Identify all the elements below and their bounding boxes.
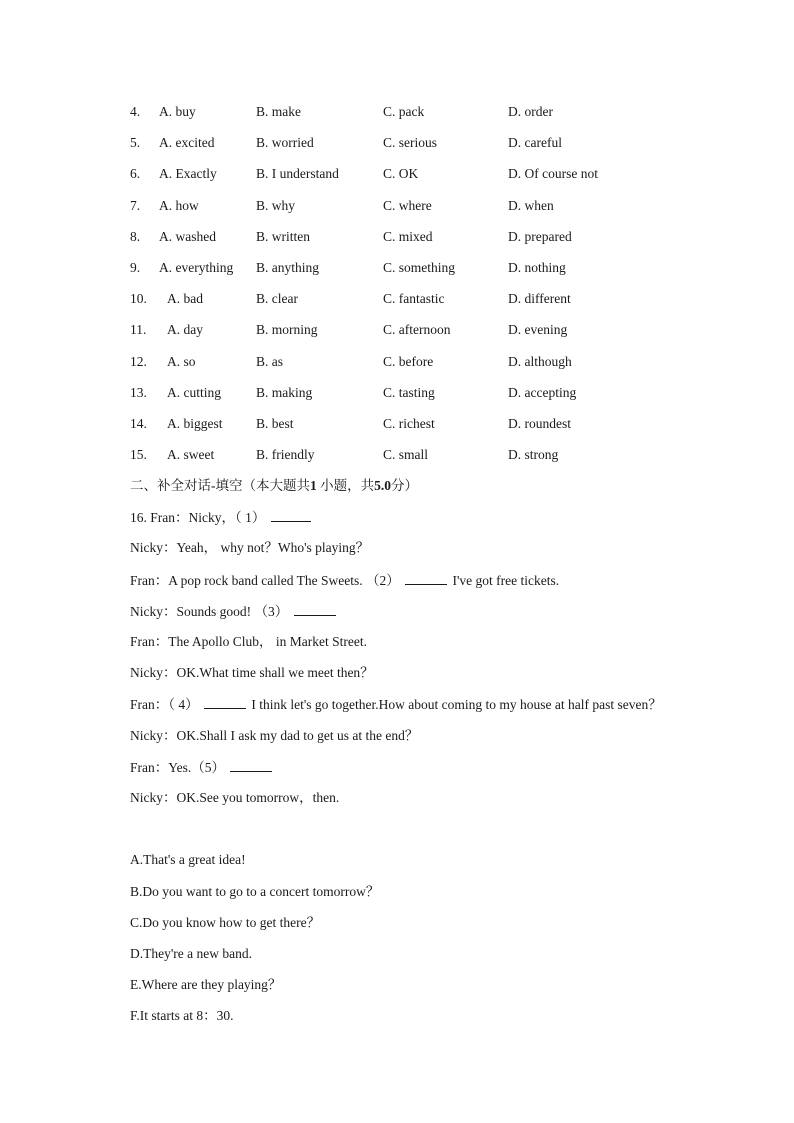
option-b[interactable]: B. making — [256, 385, 313, 400]
question-number: 5. — [130, 135, 141, 150]
option-c[interactable]: C. serious — [383, 135, 437, 150]
dialogue-line-8: Nicky：OK.Shall I ask my dad to get us at the end？ — [130, 728, 419, 743]
answer-option-d: D.They're a new band. — [130, 946, 253, 961]
question-number: 13. — [130, 385, 147, 400]
option-b[interactable]: B. clear — [256, 291, 298, 306]
option-a[interactable]: A. how — [159, 198, 199, 213]
option-b[interactable]: B. morning — [256, 322, 318, 337]
answer-blank-2[interactable] — [405, 570, 447, 585]
question-number: 12. — [130, 354, 147, 369]
option-c[interactable]: C. OK — [383, 166, 419, 181]
option-c[interactable]: C. small — [383, 447, 429, 462]
section-2-heading: 二、补全对话-填空（本大题共1 小题，共5.0分） — [130, 478, 418, 493]
question-number: 9. — [130, 260, 141, 275]
option-c[interactable]: C. richest — [383, 416, 435, 431]
option-c[interactable]: C. mixed — [383, 229, 433, 244]
option-b[interactable]: B. why — [256, 198, 296, 213]
option-c[interactable]: C. before — [383, 354, 434, 369]
dialogue-line-3: Fran：A pop rock band called The Sweets. （2） I've got free tickets. — [130, 570, 559, 590]
answer-option-e: E.Where are they playing？ — [130, 977, 282, 992]
option-d[interactable]: D. Of course not — [508, 166, 598, 181]
option-b[interactable]: B. as — [256, 354, 283, 369]
question-row — [0, 164, 794, 184]
option-d[interactable]: D. prepared — [508, 229, 572, 244]
option-a[interactable]: A. excited — [159, 135, 215, 150]
option-d[interactable]: D. order — [508, 104, 553, 119]
option-a[interactable]: A. everything — [159, 260, 234, 275]
section-2-count: 1 — [310, 478, 317, 493]
question-row — [0, 258, 794, 278]
question-number: 8. — [130, 229, 141, 244]
option-d[interactable]: D. accepting — [508, 385, 577, 400]
dialogue-line-6: Nicky：OK.What time shall we meet then？ — [130, 665, 374, 680]
question-row — [0, 383, 794, 403]
dialogue-line-2: Nicky：Yeah， why not？Who's playing？ — [130, 540, 370, 555]
option-b[interactable]: B. anything — [256, 260, 319, 275]
question-row — [0, 445, 794, 465]
option-d[interactable]: D. different — [508, 291, 571, 306]
option-b[interactable]: B. I understand — [256, 166, 339, 181]
answer-blank-1[interactable] — [271, 507, 311, 522]
option-c[interactable]: C. afternoon — [383, 322, 451, 337]
option-b[interactable]: B. written — [256, 229, 310, 244]
option-a[interactable]: A. cutting — [167, 385, 221, 400]
option-a[interactable]: A. so — [167, 354, 196, 369]
question-row — [0, 414, 794, 434]
question-number: 11. — [130, 322, 147, 337]
option-a[interactable]: A. sweet — [167, 447, 215, 462]
option-b[interactable]: B. worried — [256, 135, 314, 150]
option-d[interactable]: D. roundest — [508, 416, 571, 431]
option-d[interactable]: D. nothing — [508, 260, 566, 275]
option-c[interactable]: C. where — [383, 198, 432, 213]
dialogue-line-5: Fran：The Apollo Club， in Market Street. — [130, 634, 367, 649]
option-b[interactable]: B. friendly — [256, 447, 315, 462]
question-row — [0, 320, 794, 340]
question-number: 10. — [130, 291, 147, 306]
dialogue-line-9: Fran：Yes.（5） — [130, 757, 274, 777]
dialogue-line-4: Nicky：Sounds good! （3） — [130, 601, 338, 621]
option-a[interactable]: A. bad — [167, 291, 203, 306]
question-number: 4. — [130, 104, 141, 119]
question-row — [0, 102, 794, 122]
question-row — [0, 196, 794, 216]
dialogue-line-10: Nicky：OK.See you tomorrow，then. — [130, 790, 340, 805]
answer-blank-4[interactable] — [204, 694, 246, 709]
question-row — [0, 227, 794, 247]
question-number: 15. — [130, 447, 147, 462]
option-a[interactable]: A. buy — [159, 104, 196, 119]
option-d[interactable]: D. although — [508, 354, 572, 369]
question-row — [0, 133, 794, 153]
option-a[interactable]: A. biggest — [167, 416, 223, 431]
answer-blank-5[interactable] — [230, 757, 272, 772]
answer-option-c: C.Do you know how to get there？ — [130, 915, 321, 930]
answer-option-b: B.Do you want to go to a concert tomorrow？ — [130, 884, 380, 899]
answer-blank-3[interactable] — [294, 601, 336, 616]
question-number: 14. — [130, 416, 147, 431]
option-b[interactable]: B. best — [256, 416, 294, 431]
option-a[interactable]: A. washed — [159, 229, 216, 244]
option-c[interactable]: C. fantastic — [383, 291, 445, 306]
answer-option-f: F.It starts at 8：30. — [130, 1008, 234, 1023]
option-b[interactable]: B. make — [256, 104, 301, 119]
section-2-score: 5.0 — [374, 478, 391, 493]
option-a[interactable]: A. Exactly — [159, 166, 217, 181]
question-number: 6. — [130, 166, 141, 181]
option-c[interactable]: C. pack — [383, 104, 425, 119]
option-d[interactable]: D. evening — [508, 322, 568, 337]
option-c[interactable]: C. something — [383, 260, 456, 275]
question-row — [0, 352, 794, 372]
question-row — [0, 289, 794, 309]
dialogue-line-7: Fran：（ 4） I think let's go together.How about coming to my house at half past seven？ — [130, 694, 662, 714]
option-d[interactable]: D. careful — [508, 135, 562, 150]
dialogue-line-1: 16. Fran：Nicky，（ 1） — [130, 507, 313, 527]
option-d[interactable]: D. when — [508, 198, 554, 213]
option-d[interactable]: D. strong — [508, 447, 559, 462]
option-a[interactable]: A. day — [167, 322, 203, 337]
option-c[interactable]: C. tasting — [383, 385, 435, 400]
answer-option-a: A.That's a great idea! — [130, 852, 246, 867]
question-number: 7. — [130, 198, 141, 213]
